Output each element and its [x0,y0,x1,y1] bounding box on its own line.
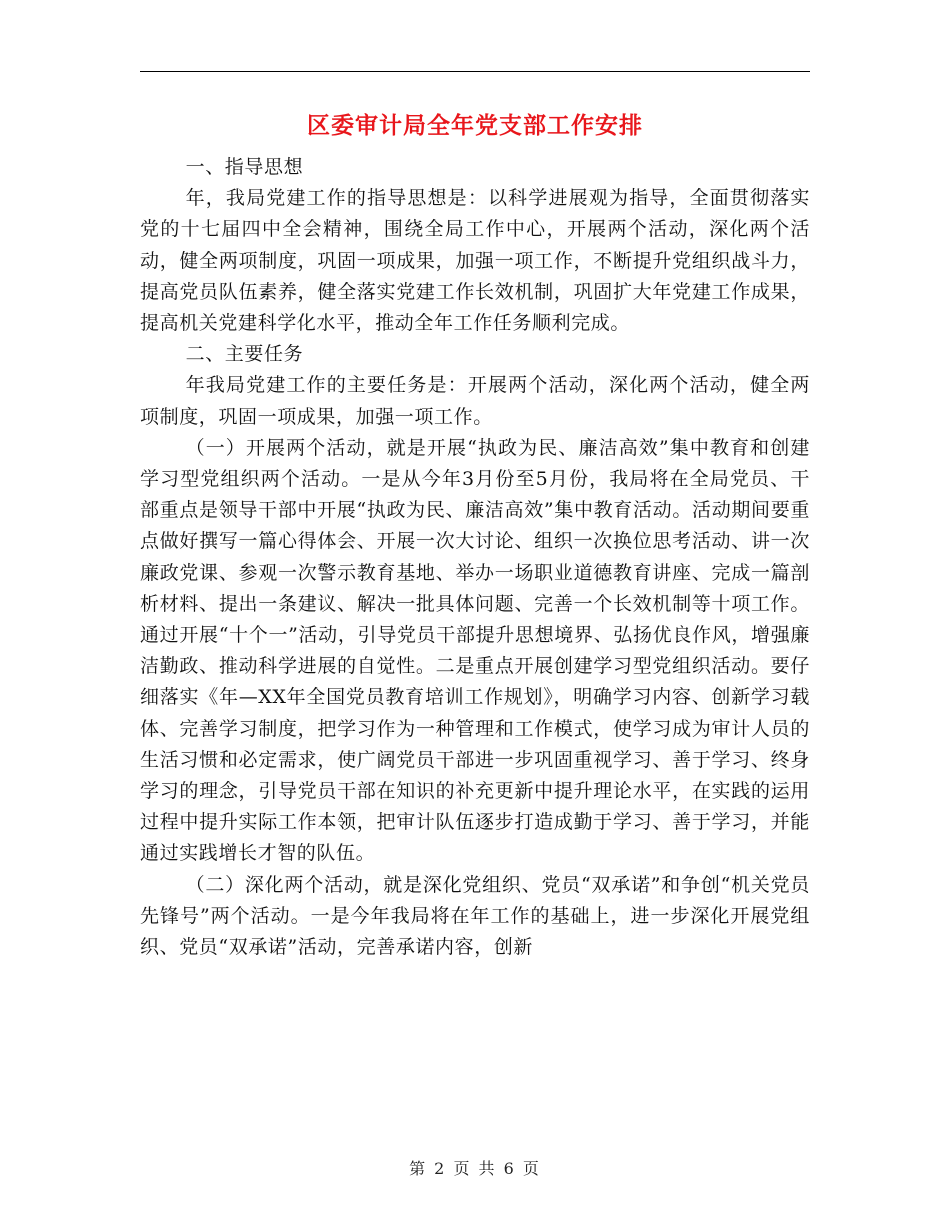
paragraph-task-two: （二）深化两个活动，就是深化党组织、党员“双承诺”和争创“机关党员先锋号”两个活动。一是今年我局将在年工作的基础上，进一步深化开展党组织、党员“双承诺”活动，完善承诺内容，创新 [140,873,810,959]
paragraph-guiding-thought: 年，我局党建工作的指导思想是：以科学进展观为指导，全面贯彻落实党的十七届四中全会精神，围绕全局工作中心，开展两个活动，深化两个活动，健全两项制度，巩固一项成果，加强一项工作，不断提升党组织战斗力，提高党员队伍素养，健全落实党建工作长效机制，巩固扩大年党建工作成果，提高机关党建科学化水平，推动全年工作任务顺利完成。 [140,187,810,335]
document-body [140,152,810,963]
section-heading-main-tasks: 二、主要任务 [185,343,304,366]
document-title: 区委审计局全年党支部工作安排 [307,113,643,139]
header-rule [140,71,810,72]
section-heading-guiding-thought: 一、指导思想 [185,156,304,178]
paragraph-main-tasks-summary: 年我局党建工作的主要任务是：开展两个活动，深化两个活动，健全两项制度，巩固一项成果，加强一项工作。 [140,374,810,428]
paragraph-task-one: （一）开展两个活动，就是开展“执政为民、廉洁高效”集中教育和创建学习型党组织两个活动。一是从今年3月份至5月份，我局将在全局党员、干部重点是领导干部中开展“执政为民、廉洁高效”集中教育活动。活动期间要重点做好撰写一篇心得体会、开展一次大讨论、组织一次换位思考活动、讲一次廉政党课、参观一次警示教育基地、举办一场职业道德教育讲座、完成一篇剖析材料、提出一条建议、解决一批具体问题、完善一个长效机制等十项工作。通过开展“十个一”活动，引导党员干部提升思想境界、弘扬优良作风，增强廉洁勤政、推动科学进展的自觉性。二是重点开展创建学习型党组织活动。要仔细落实《年—XX年全国党员教育培训工作规划》，明确学习内容、创新学习载体、完善学习制度，把学习作为一种管理和工作模式，使学习成为审计人员的生活习惯和必定需求，使广阔党员干部进一步巩固重视学习、善于学习、终身学习的理念，引导党员干部在知识的补充更新中提升理论水平，在实践的运用过程中提升实际工作本领，把审计队伍逐步打造成勤于学习、善于学习，并能通过实践增长才智的队伍。 [140,436,810,865]
page-number-footer: 第 2 页 共 6 页 [409,1159,541,1178]
